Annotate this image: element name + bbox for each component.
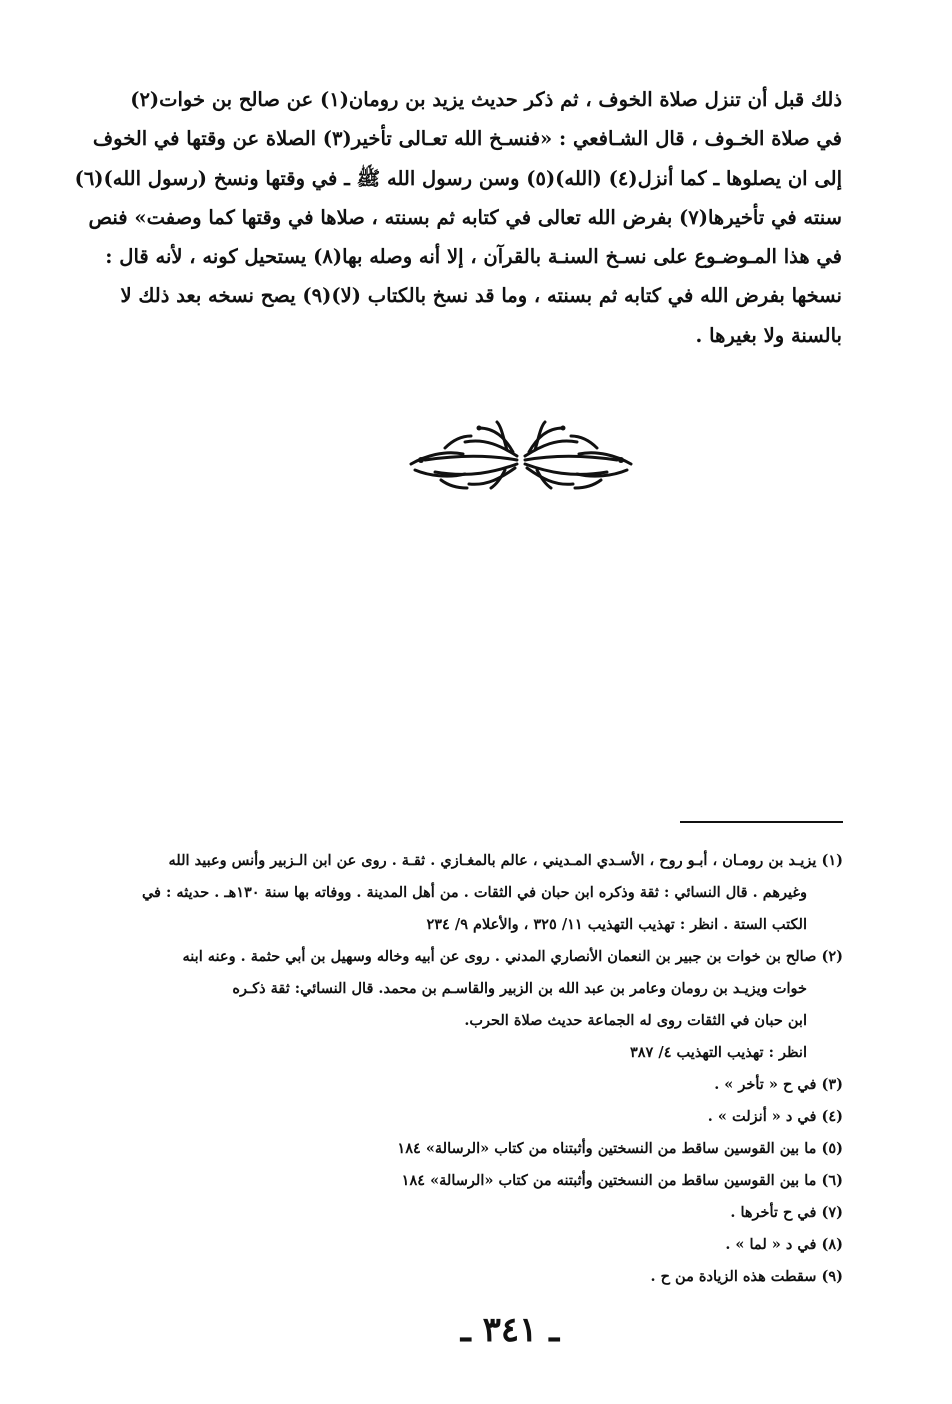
footnote-line: (٣) في ح « تأخر » .	[714, 1076, 843, 1093]
footnote-line: ابن حبان في الثقات روى له الجماعة حديث صلاة الحرب.	[464, 1012, 807, 1029]
footnote-line: انظر : تهذيب التهذيب ٤/ ٣٨٧	[629, 1044, 807, 1061]
footnote-line: (٧) في ح تأخرها .	[730, 1204, 843, 1221]
footnote-line: (٦) ما بين القوسين ساقط من النسختين وأثبتنه من كتاب «الرسالة» ١٨٤	[401, 1172, 843, 1189]
footnote-separator	[680, 821, 843, 823]
footnote-line: (٥) ما بين القوسين ساقط من النسختين وأثبتناه من كتاب «الرسالة» ١٨٤	[397, 1140, 843, 1157]
main-body-text	[74, 80, 842, 355]
body-line: نسخها بفرض الله في كتابه ثم بسنته ، وما قد نسخ بالكتاب (لا)(٩) يصح نسخه بعد ذلك لا	[120, 284, 842, 308]
page-number: ـ ٣٤١ ـ	[460, 1310, 560, 1350]
body-line: في هذا المـوضـوع على نسـخ السنـة بالقرآن ، إلا أنه وصله بها(٨) يستحيل كونه ، لأنه قال :	[105, 245, 842, 269]
footnote-line: (٨) في د « لما » .	[725, 1236, 843, 1253]
footnote-line: خوات ويزيـد بن رومان وعامر بن عبد الله بن الزبير والقاسـم بن محمد. قال النسائي: ثقة ذكـره	[232, 980, 807, 997]
body-line: في صلاة الخـوف ، قال الشـافعي : «فنسـخ الله تعـالى تأخير(٣) الصلاة عن وقتها في الخوف	[92, 127, 842, 151]
footnote-line: الكتب الستة . انظر : تهذيب التهذيب ١١/ ٣٢٥ ، والأعلام ٩/ ٢٣٤	[426, 916, 807, 933]
footnote-line: (٩) سقطت هذه الزيادة من ح .	[650, 1268, 843, 1285]
footnotes	[141, 845, 843, 1293]
body-line: سنته في تأخيرها(٧) بفرض الله تعالى في كتابه ثم بسنته ، صلاها في وقتها كما وصفت» فنص	[88, 205, 842, 229]
footnote-line: وغيرهم . قال النسائي : ثقة وذكره ابن حبان في الثقات . من أهل المدينة . ووفاته بها سنة ١٣٠هـ . حديثه : في	[141, 884, 807, 901]
body-line: بالسنة ولا بغيرها .	[695, 323, 842, 347]
footnote-line: (١) يزيـد بن رومـان ، أبـو روح ، الأسـدي المـديني ، عالم بالمغـازي . ثقـة . روى عن ابن الـزبير وأنس وعبيد الله	[168, 852, 843, 869]
footnote-line: (٢) صالح بن خوات بن جبير بن النعمان الأنصاري المدني . روى عن أبيه وخاله وسهيل بن أبي حثمة . وعنه ابنه	[182, 948, 843, 965]
footnote-line: (٤) في د « أنزلت » .	[707, 1108, 843, 1125]
body-line: إلى ان يصلوها ـ كما أنزل(٤) (الله)(٥) وسن رسول الله ﷺ ـ في وقتها ونسخ (رسول الله)(٦)	[74, 166, 842, 190]
body-line: ذلك قبل أن تنزل صلاة الخوف ، ثم ذكر حديث يزيد بن رومان(١) عن صالح بن خوات(٢)	[130, 88, 842, 111]
floral-divider-ornament-icon	[405, 420, 637, 490]
